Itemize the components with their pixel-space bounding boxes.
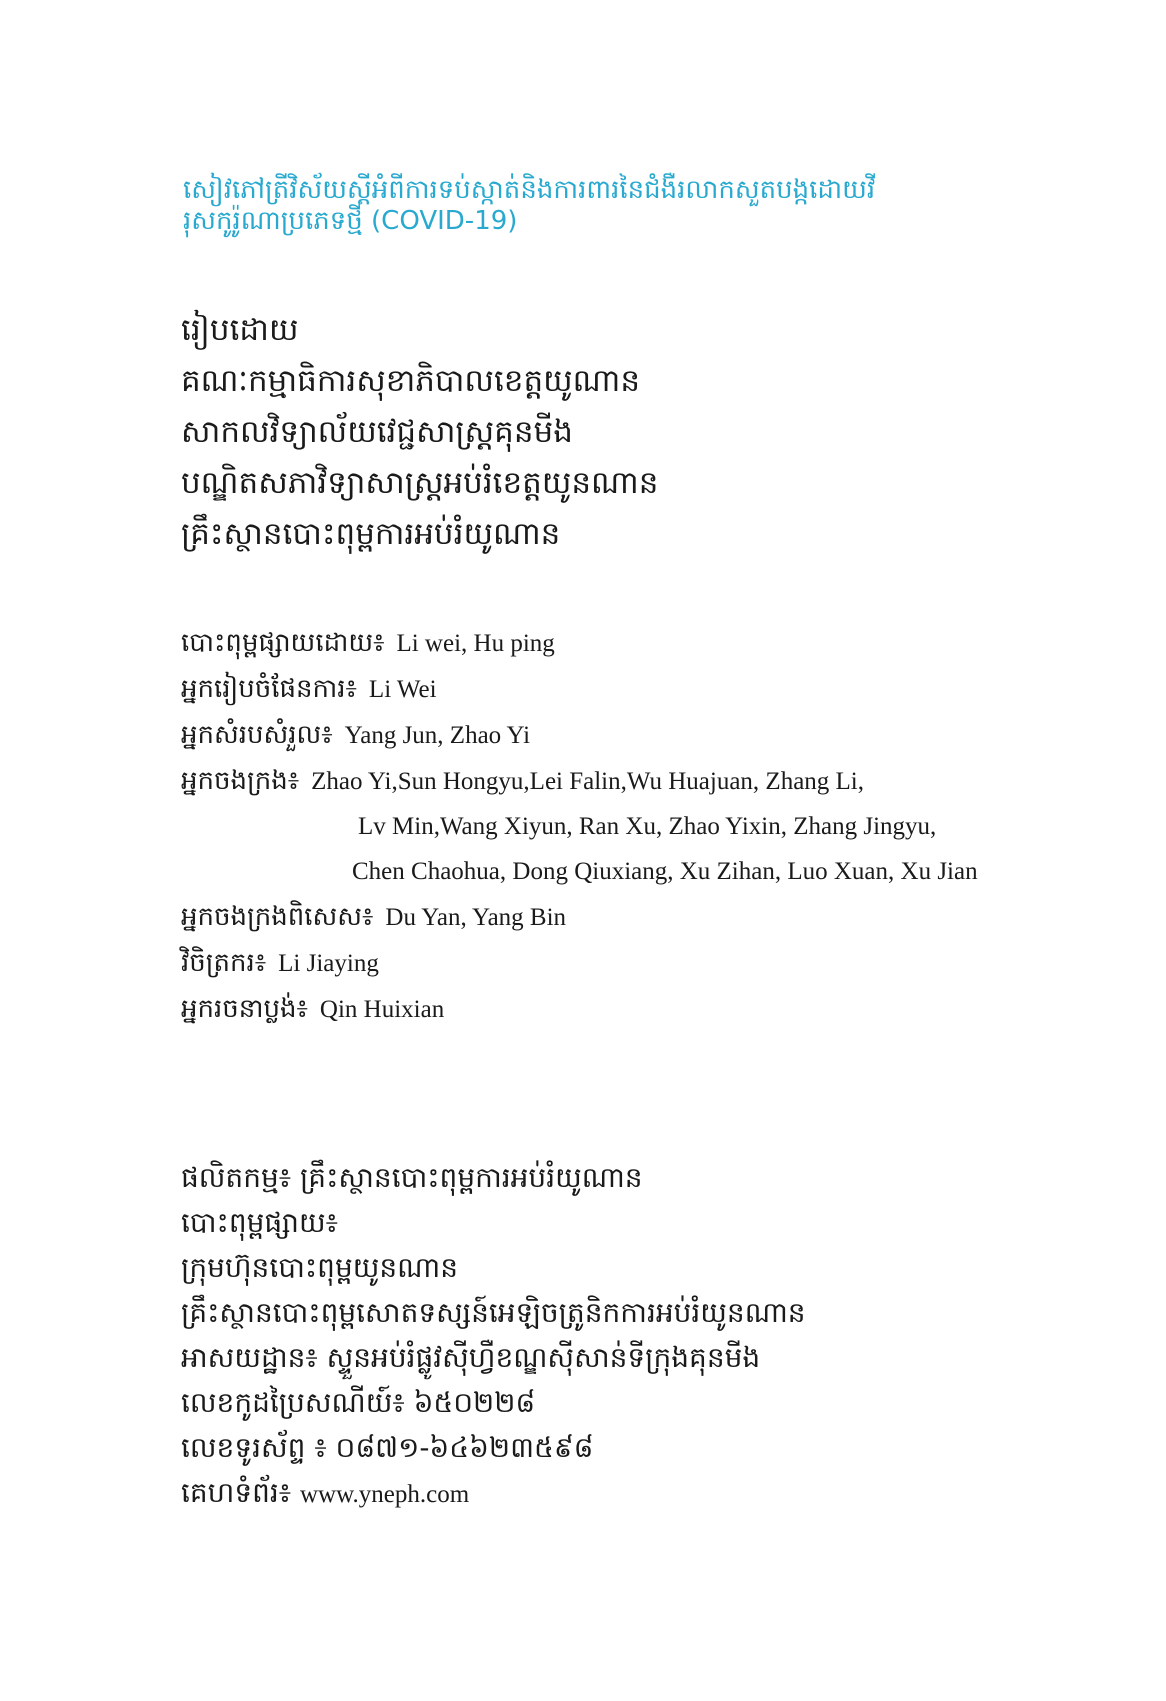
credit-cover-designer <box>181 986 1141 1032</box>
imprint-phone: លេខទូរស័ព្ទ ៖ ០៨៧១-៦៤៦២៣៥៩៨ <box>181 1431 594 1464</box>
credit-label: អ្នករៀបចំផែនការ៖ <box>181 674 357 704</box>
book-title-line-1: សៀវភៅត្រីវិស័យស្តីអំពីការទប់ស្កាត់និងការពារនៃជំងឺរលាកសួតបង្កដោយវី <box>183 175 876 205</box>
credit-special-editors <box>181 894 1141 940</box>
website-link[interactable]: www.yneph.com <box>299 1481 470 1508</box>
credit-value: Yang Jun, Zhao Yi <box>344 722 531 749</box>
credit-value: Zhao Yi,Sun Hongyu,Lei Falin,Wu Huajuan, Zhang Li, <box>311 768 865 795</box>
credit-planner <box>181 666 1141 712</box>
credit-editors-continued: Lv Min,Wang Xiyun, Ran Xu, Zhao Yixin, Zhang Jingyu, <box>358 813 937 840</box>
book-title <box>183 175 1013 237</box>
credit-value: Du Yan, Yang Bin <box>385 904 567 931</box>
compiled-by-org: គណៈកម្មាធិការសុខាភិបាលខេត្តយូណាន <box>181 363 641 399</box>
imprint-section <box>181 1155 1081 1517</box>
credit-label: បោះពុម្ពផ្សាយដោយ៖ <box>181 628 385 658</box>
imprint-website <box>181 1470 1081 1517</box>
credit-label: អ្នកចងក្រង៖ <box>181 766 300 796</box>
compiled-by-org: សាកលវិទ្យាល័យវេជ្ជសាស្ត្រគុនមីង <box>181 414 573 450</box>
book-title-line-2: រុសកូរ៉ូណាប្រភេទថ្មី (COVID-19) <box>183 206 518 236</box>
credit-label: អ្នកសំរបសំរួល៖ <box>181 720 333 750</box>
imprint-postcode: លេខកូដប្រៃសណីយ៍៖ ៦៥០២២៨ <box>181 1386 536 1419</box>
imprint-company: ក្រុមហ៊ុនបោះពុម្ពយូនណាន <box>181 1251 458 1284</box>
credit-publishers <box>181 620 1141 666</box>
imprint-website-label: គេហទំព័រ៖ <box>181 1476 292 1509</box>
compiled-by-section <box>181 305 1081 560</box>
compiled-by-org: គ្រឹះស្ថានបោះពុម្ពការអប់រំយូណាន <box>181 516 561 552</box>
credit-value: Li wei, Hu ping <box>396 630 555 657</box>
credit-editors-continued: Chen Chaohua, Dong Qiuxiang, Xu Zihan, Luo Xuan, Xu Jian <box>352 858 978 885</box>
credit-editors <box>181 758 1141 804</box>
imprint-publishing-label: បោះពុម្ពផ្សាយ៖ <box>181 1206 338 1239</box>
imprint-address: អាសយដ្ឋាន៖ ស្ទួនអប់រំផ្លូវស៊ីហ្វឺខណ្ឌស៊ីសាន់ទីក្រុងគុនមីង <box>181 1341 761 1374</box>
credit-value: Li Jiaying <box>278 950 379 977</box>
credit-coordinators <box>181 712 1141 758</box>
credit-value: Li Wei <box>368 676 437 703</box>
credits-section <box>181 620 1141 1032</box>
credit-label: វិចិត្រករ៖ <box>181 948 267 978</box>
credit-value: Qin Huixian <box>319 996 445 1023</box>
compiled-by-heading: រៀបដោយ <box>181 312 299 348</box>
imprint-company: គ្រឹះស្ថានបោះពុម្ពសោតទស្សន៍អេឡិចត្រូនិកការអប់រំយូនណាន <box>181 1296 806 1329</box>
imprint-production: ផលិតកម្ម៖ គ្រឹះស្ថានបោះពុម្ពការអប់រំយូណាន <box>181 1161 643 1194</box>
credit-label: អ្នកចងក្រងពិសេស៖ <box>181 902 374 932</box>
compiled-by-org: បណ្ឌិតសភាវិទ្យាសាស្ត្រអប់រំខេត្តយូនណាន <box>181 465 659 501</box>
credit-illustrator <box>181 940 1141 986</box>
credit-label: អ្នករចនាប្លង់៖ <box>181 994 308 1024</box>
